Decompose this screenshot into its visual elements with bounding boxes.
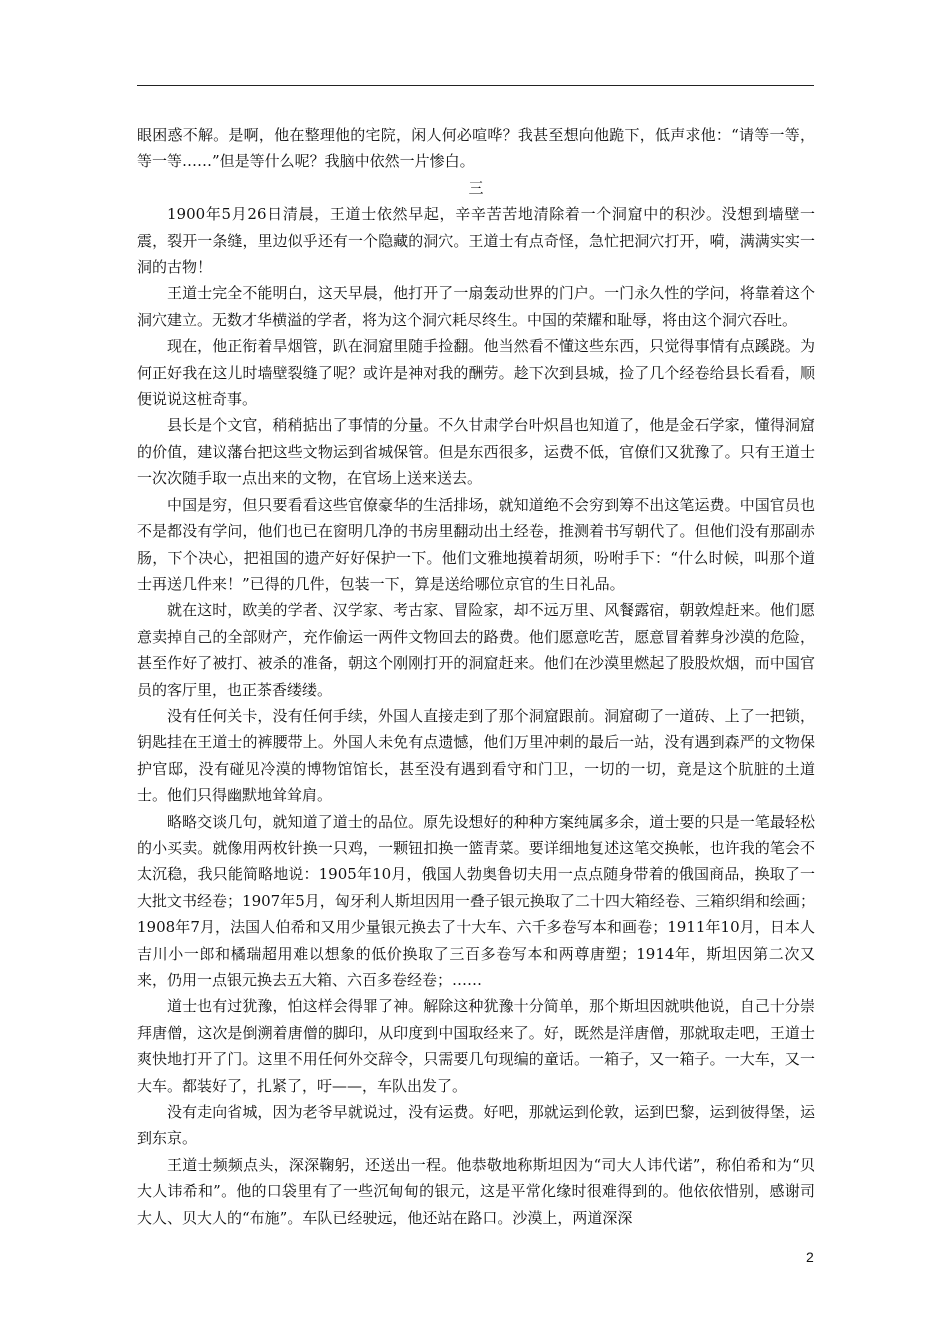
paragraph: 没有走向省城，因为老爷早就说过，没有运费。好吧，那就运到伦敦，运到巴黎，运到彼得堡，运到东京。 <box>137 1103 815 1148</box>
paragraph: 中国是穷，但只要看看这些官僚豪华的生活排场，就知道绝不会穷到筹不出这笔运费。中国官员也不是都没有学问，他们也已在窗明几净的书房里翻动出土经卷，推测着书写朝代了。但他们没有那副赤肠，下个决心，把祖国的遗产好好保护一下。他们文雅地摸着胡须，吩咐手下：“什么时候，叫那个道士再送几件来！”已得的几件，包装一下，算是送给哪位京官的生日礼品。 <box>137 495 815 593</box>
section-title: 三 <box>468 178 484 197</box>
paragraph: 现在，他正衔着旱烟管，趴在洞窟里随手捡翻。他当然看不懂这些东西，只觉得事情有点蹊跷。为何正好我在这儿时墙壁裂缝了呢？或许是神对我的酬劳。趁下次到县城，捡了几个经卷给县长看看，顺便说说这桩奇事。 <box>137 337 815 409</box>
paragraph: 王道士频频点头，深深鞠躬，还送出一程。他恭敬地称斯坦因为“司大人讳代诺”，称伯希和为“贝大人讳希和”。他的口袋里有了一些沉甸甸的银元，这是平常化缘时很难得到的。他依依惜别，感谢司大人、贝大人的“布施”。车队已经驶远，他还站在路口。沙漠上，两道深深 <box>137 1155 815 1227</box>
page-number: 2 <box>806 1249 814 1265</box>
paragraph: 略略交谈几句，就知道了道士的品位。原先设想好的种种方案纯属多余，道士要的只是一笔最轻松的小买卖。就像用两枚针换一只鸡，一颗钮扣换一篮青菜。要详细地复述这笔交换帐，也许我的笔会不太沉稳，我只能简略地说：1905年10月，俄国人勃奥鲁切夫用一点点随身带着的俄国商品，换取了一大批文书经卷；1907年5月，匈牙利人斯坦因用一叠子银元换取了二十四大箱经卷、三箱织绢和绘画；1908年7月，法国人伯希和又用少量银元换去了十大车、六千多卷写本和画卷；1911年10月，日本人吉川小一郎和橘瑞超用难以想象的低价换取了三百多卷写本和两尊唐塑；1914年，斯坦因第二次又来，仍用一点银元换去五大箱、六百多卷经卷；…… <box>137 812 815 989</box>
paragraph: 王道士完全不能明白，这天早晨，他打开了一扇轰动世界的门户。一门永久性的学问，将靠着这个洞穴建立。无数才华横溢的学者，将为这个洞穴耗尽终生。中国的荣耀和耻辱，将由这个洞穴吞吐。 <box>137 284 815 329</box>
document-body <box>137 122 815 1231</box>
paragraph: 就在这时，欧美的学者、汉学家、考古家、冒险家，却不远万里、风餐露宿，朝敦煌赶来。他们愿意卖掉自己的全部财产，充作偷运一两件文物回去的路费。他们愿意吃苦，愿意冒着葬身沙漠的危险，甚至作好了被打、被杀的准备，朝这个刚刚打开的洞窟赶来。他们在沙漠里燃起了股股炊烟，而中国官员的客厅里，也正茶香缕缕。 <box>137 601 815 699</box>
header-rule <box>137 85 814 86</box>
paragraph: 1900年5月26日清晨，王道士依然早起，辛辛苦苦地清除着一个洞窟中的积沙。没想到墙壁一震，裂开一条缝，里边似乎还有一个隐藏的洞穴。王道士有点奇怪，急忙把洞穴打开，嗬，满满实实一洞的古物！ <box>137 205 815 277</box>
paragraph: 眼困惑不解。是啊，他在整理他的宅院，闲人何必喧哗？我甚至想向他跪下，低声求他：“请等一等，等一等……”但是等什么呢？我脑中依然一片惨白。 <box>137 126 815 171</box>
paragraph: 道士也有过犹豫，怕这样会得罪了神。解除这种犹豫十分简单，那个斯坦因就哄他说，自己十分崇拜唐僧，这次是倒溯着唐僧的脚印，从印度到中国取经来了。好，既然是洋唐僧，那就取走吧，王道士爽快地打开了门。这里不用任何外交辞令，只需要几句现编的童话。一箱子，又一箱子。一大车，又一大车。都装好了，扎紧了，吁——，车队出发了。 <box>137 997 815 1095</box>
paragraph: 没有任何关卡，没有任何手续，外国人直接走到了那个洞窟跟前。洞窟砌了一道砖、上了一把锁，钥匙挂在王道士的裤腰带上。外国人未免有点遗憾，他们万里冲刺的最后一站，没有遇到森严的文物保护官邸，没有碰见冷漠的博物馆馆长，甚至没有遇到看守和门卫，一切的一切，竟是这个肮脏的土道士。他们只得幽默地耸耸肩。 <box>137 706 815 805</box>
paragraph: 县长是个文官，稍稍掂出了事情的分量。不久甘肃学台叶炽昌也知道了，他是金石学家，懂得洞窟的价值，建议藩台把这些文物运到省城保管。但是东西很多，运费不低，官僚们又犹豫了。只有王道士一次次随手取一点出来的文物，在官场上送来送去。 <box>137 416 815 488</box>
